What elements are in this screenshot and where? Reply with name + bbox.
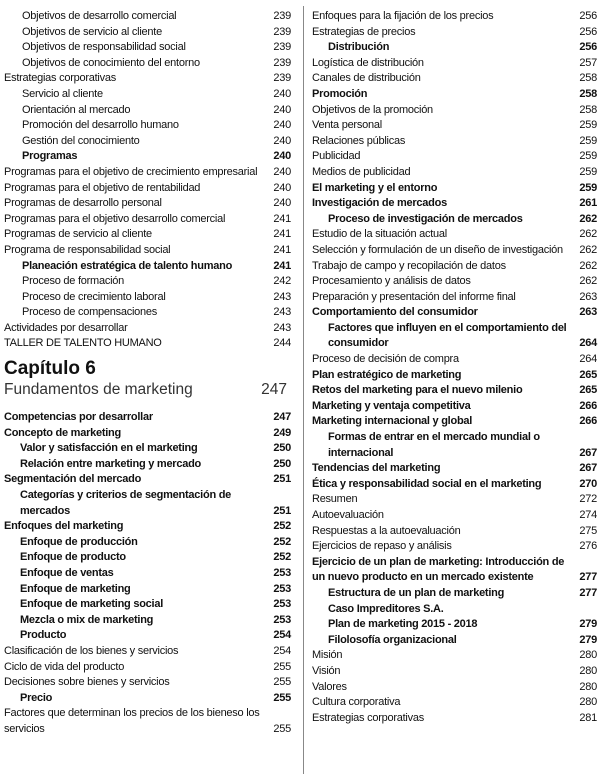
toc-entry-page: 262 bbox=[579, 243, 597, 256]
toc-entry-page: 240 bbox=[273, 150, 291, 163]
toc-entry[interactable] bbox=[312, 56, 597, 72]
toc-entry[interactable] bbox=[312, 617, 597, 633]
toc-entry[interactable] bbox=[312, 586, 597, 602]
toc-entry-title: El marketing y el entorno bbox=[312, 181, 438, 194]
toc-entry-page: 241 bbox=[273, 228, 291, 241]
toc-entry-page: 240 bbox=[273, 103, 291, 116]
toc-entry[interactable] bbox=[312, 352, 597, 368]
toc-entry-page: 240 bbox=[273, 87, 291, 100]
toc-entry-page: 270 bbox=[579, 477, 597, 490]
toc-entry-page: 267 bbox=[579, 462, 597, 475]
toc-entry[interactable] bbox=[4, 628, 291, 644]
toc-entry[interactable] bbox=[4, 613, 291, 629]
toc-entry[interactable] bbox=[312, 664, 597, 680]
toc-entry[interactable] bbox=[312, 368, 597, 384]
toc-entry-title: Clasificación de los bienes y servicios bbox=[4, 644, 179, 657]
toc-entry-title: Comportamiento del consumidor bbox=[312, 306, 478, 319]
toc-entry-page: 280 bbox=[579, 696, 597, 709]
toc-entry[interactable] bbox=[4, 457, 291, 473]
toc-entry[interactable] bbox=[312, 555, 597, 586]
toc-entry-title: Segmentación del mercado bbox=[4, 473, 142, 486]
toc-entry-page: 265 bbox=[579, 368, 597, 381]
toc-entry-page: 256 bbox=[579, 25, 597, 38]
toc-entry[interactable] bbox=[4, 196, 291, 212]
toc-entry[interactable] bbox=[312, 181, 597, 197]
chapter-page: 247 bbox=[261, 381, 287, 399]
toc-entry-title: Categorías y criterios de segmentación de mercados bbox=[20, 489, 232, 517]
toc-entry[interactable] bbox=[4, 472, 291, 488]
toc-entry-page: 253 bbox=[273, 567, 291, 579]
toc-section-chapter-5 bbox=[4, 9, 291, 352]
toc-entry-title: Gestión del conocimiento bbox=[22, 134, 140, 147]
toc-entry-title: Selección y formulación de un diseño de investigación bbox=[312, 243, 563, 256]
toc-entry-title: Objetivos de desarrollo comercial bbox=[22, 10, 177, 22]
toc-entry-title: Respuestas a la autoevaluación bbox=[312, 524, 461, 537]
toc-entry-title: Relaciones públicas bbox=[312, 134, 406, 147]
toc-entry[interactable] bbox=[4, 103, 291, 119]
toc-left-column bbox=[4, 9, 291, 738]
toc-entry-page: 252 bbox=[273, 520, 291, 533]
toc-entry-page: 262 bbox=[579, 212, 597, 225]
toc-entry-title: Marketing internacional y global bbox=[312, 415, 473, 428]
toc-entry-title: Objetivos de responsabilidad social bbox=[22, 41, 186, 54]
chapter-title-row bbox=[4, 380, 291, 400]
toc-entry-title: Enfoque de producto bbox=[20, 551, 126, 564]
toc-entry[interactable] bbox=[4, 321, 291, 337]
toc-entry[interactable] bbox=[312, 274, 597, 290]
toc-entry[interactable] bbox=[312, 227, 597, 243]
toc-entry-title: Proceso de compensaciones bbox=[22, 306, 157, 319]
toc-entry-page: 240 bbox=[273, 197, 291, 210]
toc-entry-page: 240 bbox=[273, 119, 291, 132]
toc-entry[interactable] bbox=[4, 56, 291, 72]
toc-entry-title: Programas bbox=[22, 150, 78, 163]
toc-entry-title: Tendencias del marketing bbox=[312, 462, 441, 475]
toc-entry[interactable] bbox=[312, 305, 597, 321]
toc-entry-title: Visión bbox=[312, 664, 341, 677]
toc-entry-page: 275 bbox=[579, 524, 597, 537]
toc-entry[interactable] bbox=[4, 706, 291, 737]
toc-entry-title: Plan estratégico de marketing bbox=[312, 368, 462, 381]
toc-entry[interactable] bbox=[4, 227, 291, 243]
toc-entry[interactable] bbox=[4, 305, 291, 321]
toc-entry[interactable] bbox=[312, 290, 597, 306]
toc-entry-title: Filolosofía organizacional bbox=[328, 633, 457, 646]
toc-entry-title: Preparación y presentación del informe final bbox=[312, 290, 516, 303]
toc-entry-title: Trabajo de campo y recopilación de datos bbox=[312, 259, 506, 272]
toc-entry-title: Proceso de investigación de mercados bbox=[328, 212, 523, 225]
toc-entry[interactable] bbox=[4, 40, 291, 56]
toc-entry[interactable] bbox=[312, 602, 597, 618]
toc-entry-title: Competencias por desarrollar bbox=[4, 411, 153, 424]
toc-entry-page: 257 bbox=[579, 56, 597, 69]
toc-entry-page: 240 bbox=[273, 165, 291, 178]
toc-entry-page: 254 bbox=[273, 629, 291, 642]
toc-entry-title: Programas para el objetivo de rentabilidad bbox=[4, 181, 201, 194]
toc-entry-page: 276 bbox=[579, 540, 597, 553]
toc-entry[interactable] bbox=[312, 648, 597, 664]
toc-entry-page: 263 bbox=[579, 306, 597, 319]
toc-entry-title: Programas para el objetivo de crecimiento empresarial bbox=[4, 165, 258, 178]
toc-entry[interactable] bbox=[4, 274, 291, 290]
toc-entry[interactable] bbox=[312, 134, 597, 150]
toc-entry[interactable] bbox=[4, 336, 291, 352]
toc-entry[interactable] bbox=[312, 633, 597, 649]
toc-entry-title: Ejercicios de repaso y análisis bbox=[312, 540, 452, 553]
toc-entry-title: Objetivos de servicio al cliente bbox=[22, 25, 162, 38]
toc-entry-title: Relación entre marketing y mercado bbox=[20, 457, 202, 470]
toc-entry[interactable] bbox=[312, 87, 597, 103]
toc-entry[interactable] bbox=[4, 181, 291, 197]
toc-entry-title: Marketing y ventaja competitiva bbox=[312, 399, 471, 412]
toc-entry[interactable] bbox=[312, 711, 597, 727]
toc-entry-page: 259 bbox=[579, 119, 597, 132]
toc-entry[interactable] bbox=[312, 103, 597, 119]
toc-entry[interactable] bbox=[4, 118, 291, 134]
toc-entry[interactable] bbox=[4, 165, 291, 181]
toc-entry-page: 252 bbox=[273, 535, 291, 548]
toc-entry[interactable] bbox=[312, 321, 597, 352]
toc-entry-title: Ética y responsabilidad social en el marketing bbox=[312, 477, 542, 490]
toc-entry-page: 250 bbox=[273, 442, 291, 455]
toc-entry-page: 256 bbox=[579, 41, 597, 54]
toc-entry-page: 262 bbox=[579, 259, 597, 272]
toc-entry-title: Publicidad bbox=[312, 150, 361, 163]
toc-entry-title: Caso Impreditores S.A. bbox=[328, 602, 444, 615]
toc-entry-title: Enfoques para la fijación de los precios bbox=[312, 10, 494, 22]
toc-entry-title: Objetivos de conocimiento del entorno bbox=[22, 56, 200, 69]
toc-entry-page: 267 bbox=[579, 446, 597, 459]
toc-entry[interactable] bbox=[312, 40, 597, 56]
toc-entry-title: Proceso de crecimiento laboral bbox=[22, 290, 166, 303]
toc-entry-title: Servicio al cliente bbox=[22, 87, 103, 100]
toc-entry[interactable] bbox=[4, 488, 291, 519]
toc-entry-page: 272 bbox=[579, 493, 597, 506]
toc-entry-page: 259 bbox=[579, 165, 597, 178]
toc-entry-page: 266 bbox=[579, 415, 597, 428]
toc-entry-title: Precio bbox=[20, 691, 53, 704]
toc-entry[interactable] bbox=[4, 691, 291, 707]
toc-entry-page: 239 bbox=[273, 56, 291, 69]
toc-entry-title: Enfoque de producción bbox=[20, 535, 138, 548]
toc-entry[interactable] bbox=[312, 461, 597, 477]
toc-entry-page: 281 bbox=[579, 711, 597, 724]
toc-entry-page: 239 bbox=[273, 72, 291, 85]
toc-entry-title: Valor y satisfacción en el marketing bbox=[20, 442, 198, 455]
toc-entry[interactable] bbox=[312, 9, 597, 25]
toc-entry-page: 264 bbox=[579, 337, 597, 350]
toc-entry-title: Cultura corporativa bbox=[312, 696, 401, 709]
toc-entry-title: Promoción bbox=[312, 87, 368, 100]
toc-entry[interactable] bbox=[312, 508, 597, 524]
toc-entry-title: Estudio de la situación actual bbox=[312, 228, 447, 241]
toc-entry[interactable] bbox=[4, 149, 291, 165]
toc-entry-title: Factores que influyen en el comportamiento del consumidor bbox=[328, 321, 567, 350]
toc-section-chapter-6 bbox=[4, 410, 291, 737]
toc-entry-page: 247 bbox=[273, 411, 291, 424]
toc-entry[interactable] bbox=[312, 383, 597, 399]
chapter-heading bbox=[4, 358, 291, 400]
toc-entry-page: 259 bbox=[579, 134, 597, 147]
toc-entry-title: Enfoque de marketing social bbox=[20, 598, 164, 611]
toc-entry-page: 263 bbox=[579, 290, 597, 303]
toc-entry[interactable] bbox=[312, 165, 597, 181]
toc-entry[interactable] bbox=[4, 566, 291, 582]
toc-entry[interactable] bbox=[4, 441, 291, 457]
toc-entry[interactable] bbox=[312, 695, 597, 711]
toc-entry-page: 255 bbox=[273, 691, 291, 704]
toc-entry-page: 262 bbox=[579, 228, 597, 241]
chapter-title: Fundamentos de marketing bbox=[4, 381, 193, 399]
toc-entry-title: Ejercicio de un plan de marketing: Introducción de un nuevo producto en un mercado existente bbox=[312, 555, 565, 584]
toc-entry-title: Estructura de un plan de marketing bbox=[328, 586, 505, 599]
toc-entry-page: 239 bbox=[273, 41, 291, 54]
toc-entry-title: Resumen bbox=[312, 493, 358, 506]
toc-entry-page: 255 bbox=[273, 722, 291, 735]
toc-entry-page: 239 bbox=[273, 25, 291, 38]
toc-right-column bbox=[312, 9, 597, 726]
toc-entry-page: 264 bbox=[579, 353, 597, 366]
toc-entry-page: 252 bbox=[273, 551, 291, 564]
toc-entry-page: 280 bbox=[579, 649, 597, 662]
toc-entry-page: 259 bbox=[579, 150, 597, 163]
toc-entry-page: 251 bbox=[273, 473, 291, 486]
toc-entry-page: 266 bbox=[579, 399, 597, 412]
toc-entry-title: Estrategias de precios bbox=[312, 25, 416, 38]
toc-entry-page: 279 bbox=[579, 633, 597, 646]
toc-entry-page: 261 bbox=[579, 197, 597, 210]
toc-entry-title: Proceso de decisión de compra bbox=[312, 353, 459, 366]
toc-entry-title: Proceso de formación bbox=[22, 275, 124, 288]
toc-entry-title: Objetivos de la promoción bbox=[312, 103, 433, 116]
toc-entry-page: 274 bbox=[579, 509, 597, 521]
toc-entry[interactable] bbox=[312, 492, 597, 508]
toc-entry[interactable] bbox=[4, 644, 291, 660]
toc-entry-page: 255 bbox=[273, 660, 291, 673]
toc-entry[interactable] bbox=[312, 118, 597, 134]
toc-entry-page: 244 bbox=[273, 337, 291, 350]
toc-entry-title: Actividades por desarrollar bbox=[4, 321, 128, 334]
toc-entry-title: Mezcla o mix de marketing bbox=[20, 613, 154, 626]
toc-entry-title: Retos del marketing para el nuevo milenio bbox=[312, 384, 523, 397]
toc-entry[interactable] bbox=[312, 414, 597, 430]
toc-entry-page: 259 bbox=[579, 181, 597, 194]
toc-entry-title: Distribución bbox=[328, 41, 390, 54]
toc-entry-title: Programa de responsabilidad social bbox=[4, 243, 171, 256]
chapter-label: Capítulo 6 bbox=[4, 358, 96, 380]
toc-entry-title: Concepto de marketing bbox=[4, 426, 121, 439]
toc-entry-page: 243 bbox=[273, 290, 291, 303]
toc-entry[interactable] bbox=[4, 243, 291, 259]
toc-entry-title: Ciclo de vida del producto bbox=[4, 660, 125, 673]
toc-entry-page: 242 bbox=[273, 275, 291, 288]
column-divider bbox=[303, 6, 304, 774]
toc-entry-page: 280 bbox=[579, 664, 597, 677]
toc-entry[interactable] bbox=[4, 25, 291, 41]
toc-entry[interactable] bbox=[4, 519, 291, 535]
toc-entry[interactable] bbox=[312, 196, 597, 212]
toc-entry-page: 254 bbox=[273, 644, 291, 657]
toc-entry-page: 258 bbox=[579, 87, 597, 100]
toc-entry[interactable] bbox=[4, 582, 291, 598]
toc-entry-page: 253 bbox=[273, 598, 291, 611]
toc-entry-page: 280 bbox=[579, 680, 597, 693]
toc-entry-page: 243 bbox=[273, 306, 291, 319]
toc-entry-title: Venta personal bbox=[312, 119, 382, 132]
toc-entry-title: Estrategias corporativas bbox=[4, 72, 116, 85]
toc-entry-page: 241 bbox=[273, 212, 291, 225]
toc-entry-page: 279 bbox=[579, 618, 597, 631]
toc-entry[interactable] bbox=[4, 597, 291, 613]
toc-entry-page: 241 bbox=[273, 259, 291, 272]
toc-entry-title: Autoevaluación bbox=[312, 509, 384, 521]
toc-entry-title: Medios de publicidad bbox=[312, 165, 411, 178]
toc-entry[interactable] bbox=[312, 212, 597, 228]
toc-entry-page: 256 bbox=[579, 10, 597, 22]
toc-entry-title: Canales de distribución bbox=[312, 72, 421, 85]
toc-entry-page: 253 bbox=[273, 613, 291, 626]
toc-entry-title: Plan de marketing 2015 - 2018 bbox=[328, 618, 478, 631]
toc-entry-page: 277 bbox=[579, 571, 597, 584]
toc-entry[interactable] bbox=[312, 524, 597, 540]
toc-entry-title: Logística de distribución bbox=[312, 56, 424, 69]
toc-entry-title: Programas de servicio al cliente bbox=[4, 228, 152, 241]
toc-entry[interactable] bbox=[4, 134, 291, 150]
toc-entry-page: 243 bbox=[273, 321, 291, 334]
toc-entry[interactable] bbox=[312, 71, 597, 87]
toc-entry-title: Producto bbox=[20, 629, 67, 642]
toc-entry[interactable] bbox=[312, 243, 597, 259]
toc-entry-title: Programas de desarrollo personal bbox=[4, 197, 162, 210]
toc-entry[interactable] bbox=[312, 477, 597, 493]
toc-entry[interactable] bbox=[312, 259, 597, 275]
toc-entry[interactable] bbox=[4, 87, 291, 103]
toc-entry-page: 249 bbox=[273, 426, 291, 439]
toc-entry-title: Promoción del desarrollo humano bbox=[22, 119, 179, 132]
toc-entry[interactable] bbox=[312, 539, 597, 555]
toc-entry-page: 262 bbox=[579, 275, 597, 288]
toc-entry[interactable] bbox=[4, 426, 291, 442]
toc-entry[interactable] bbox=[4, 660, 291, 676]
toc-entry-page: 250 bbox=[273, 457, 291, 470]
toc-entry-title: Valores bbox=[312, 680, 347, 693]
toc-entry[interactable] bbox=[4, 9, 291, 25]
toc-entry-title: Factores que determinan los precios de los bieneso los servicios bbox=[4, 707, 260, 735]
toc-entry[interactable] bbox=[4, 410, 291, 426]
toc-entry-page: 255 bbox=[273, 676, 291, 689]
toc-entry-title: Decisiones sobre bienes y servicios bbox=[4, 676, 170, 689]
toc-entry-page: 251 bbox=[273, 504, 291, 517]
toc-entry[interactable] bbox=[4, 212, 291, 228]
toc-entry-page: 258 bbox=[579, 103, 597, 116]
toc-entry-title: Enfoque de ventas bbox=[20, 567, 114, 579]
toc-entry-page: 240 bbox=[273, 181, 291, 194]
toc-entry[interactable] bbox=[4, 550, 291, 566]
toc-entry[interactable] bbox=[4, 535, 291, 551]
toc-entry-title: Estrategias corporativas bbox=[312, 711, 424, 724]
toc-entry-page: 265 bbox=[579, 384, 597, 397]
toc-entry[interactable] bbox=[312, 430, 597, 461]
toc-entry-title: Enfoques del marketing bbox=[4, 520, 124, 533]
toc-entry-title: TALLER DE TALENTO HUMANO bbox=[4, 337, 162, 350]
toc-entry-page: 240 bbox=[273, 134, 291, 147]
toc-entry-page: 258 bbox=[579, 72, 597, 85]
toc-entry-title: Programas para el objetivo desarrollo comercial bbox=[4, 212, 226, 225]
toc-entry-title: Planeación estratégica de talento humano bbox=[22, 259, 233, 272]
toc-entry-page: 253 bbox=[273, 582, 291, 595]
toc-entry[interactable] bbox=[4, 290, 291, 306]
toc-entry[interactable] bbox=[4, 675, 291, 691]
toc-entry-page: 239 bbox=[273, 10, 291, 22]
toc-entry-title: Procesamiento y análisis de datos bbox=[312, 275, 471, 288]
toc-entry[interactable] bbox=[312, 399, 597, 415]
toc-entry-title: Misión bbox=[312, 649, 343, 662]
toc-entry-page: 277 bbox=[579, 586, 597, 599]
toc-entry-title: Enfoque de marketing bbox=[20, 582, 131, 595]
toc-entry-title: Orientación al mercado bbox=[22, 103, 131, 116]
toc-entry-title: Formas de entrar en el mercado mundial o internacional bbox=[328, 431, 540, 459]
toc-entry-title: Investigación de mercados bbox=[312, 197, 447, 210]
toc-entry[interactable] bbox=[4, 259, 291, 275]
toc-entry[interactable] bbox=[312, 680, 597, 696]
toc-entry-page: 241 bbox=[273, 243, 291, 256]
toc-entry[interactable] bbox=[4, 71, 291, 87]
toc-entry[interactable] bbox=[312, 149, 597, 165]
toc-entry[interactable] bbox=[312, 25, 597, 41]
